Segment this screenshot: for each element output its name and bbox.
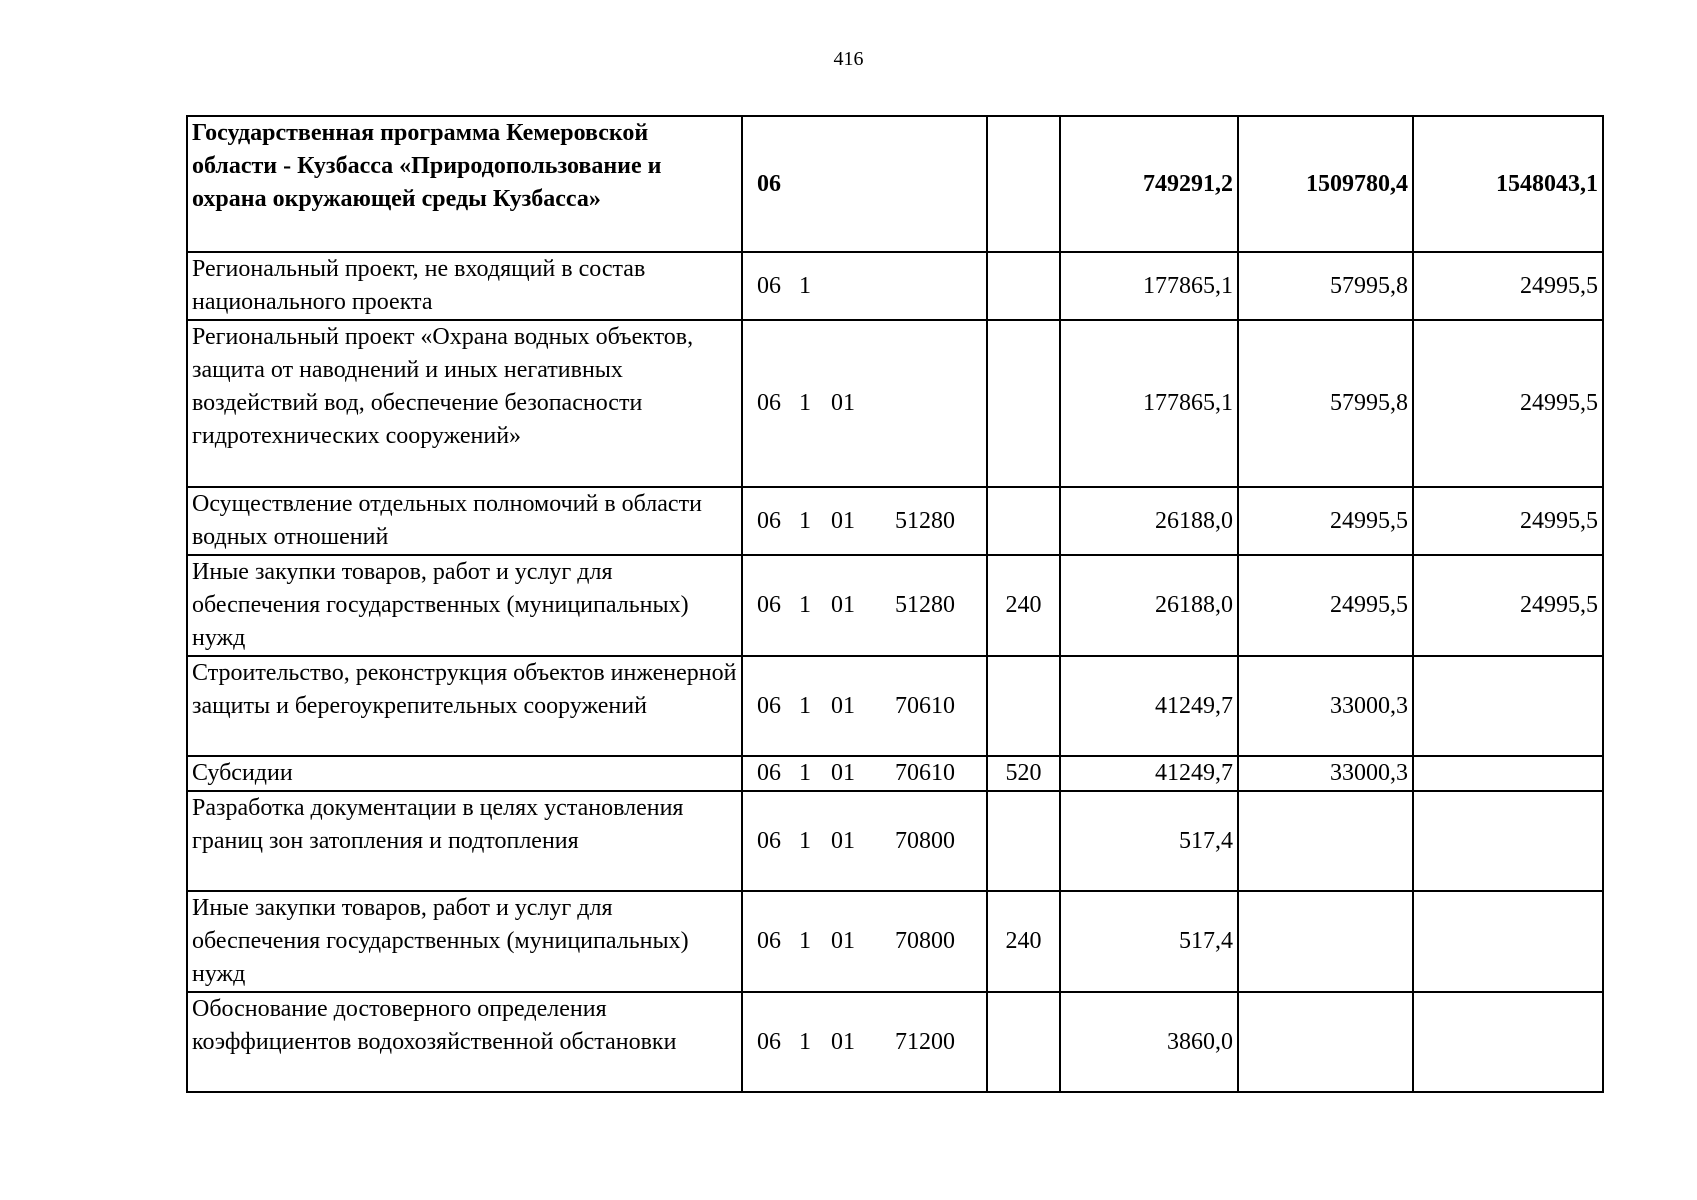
row-code-cell xyxy=(742,756,987,791)
code-part: 01 xyxy=(831,928,855,954)
row-amount-cell: 177865,1 xyxy=(1060,320,1238,487)
code-part: 06 xyxy=(757,170,781,197)
row-amount-cell: 517,4 xyxy=(1060,891,1238,992)
row-amount-cell: 26188,0 xyxy=(1060,487,1238,555)
row-amount-cell: 33000,3 xyxy=(1238,756,1413,791)
row-amount-cell: 24995,5 xyxy=(1238,487,1413,555)
code-part: 1 xyxy=(799,592,811,618)
row-amount-cell: 57995,8 xyxy=(1238,320,1413,487)
row-name-cell: Разработка документации в целях установления границ зон затопления и подтопления xyxy=(187,791,742,891)
code-part: 01 xyxy=(831,592,855,618)
row-name-cell: Иные закупки товаров, работ и услуг для обеспечения государственных (муниципальных) нужд xyxy=(187,555,742,656)
row-code-cell xyxy=(742,891,987,992)
code-part: 06 xyxy=(757,592,781,618)
table-row xyxy=(187,487,1603,555)
table-row xyxy=(187,992,1603,1092)
row-name-cell: Региональный проект «Охрана водных объектов, защита от наводнений и иных негативных воздействий вод, обеспечение безопасности гидротехнических сооружений» xyxy=(187,320,742,487)
row-amount-cell: 41249,7 xyxy=(1060,756,1238,791)
code-part: 06 xyxy=(757,928,781,954)
code-part: 06 xyxy=(757,760,781,786)
row-name-cell: Строительство, реконструкция объектов инженерной защиты и берегоукрепительных сооружений xyxy=(187,656,742,756)
row-name-cell: Иные закупки товаров, работ и услуг для обеспечения государственных (муниципальных) нужд xyxy=(187,891,742,992)
row-expense-type-cell xyxy=(987,791,1060,891)
row-name-cell: Субсидии xyxy=(187,756,742,791)
row-name-cell: Обоснование достоверного определения коэффициентов водохозяйственной обстановки xyxy=(187,992,742,1092)
code-part: 70610 xyxy=(895,692,955,719)
code-part: 51280 xyxy=(895,507,955,534)
row-amount-cell: 177865,1 xyxy=(1060,252,1238,320)
code-part: 06 xyxy=(757,827,781,854)
code-part: 06 xyxy=(757,507,781,534)
row-amount-cell: 33000,3 xyxy=(1238,656,1413,756)
table-row xyxy=(187,320,1603,487)
page-number: 416 xyxy=(833,48,864,70)
row-code-cell xyxy=(742,992,987,1092)
code-part: 01 xyxy=(831,390,855,416)
row-code-cell xyxy=(742,791,987,891)
code-part: 01 xyxy=(831,692,855,719)
row-expense-type-cell xyxy=(987,992,1060,1092)
row-amount-cell: 3860,0 xyxy=(1060,992,1238,1092)
row-amount-cell: 24995,5 xyxy=(1413,252,1603,320)
row-expense-type-cell xyxy=(987,116,1060,252)
code-part: 06 xyxy=(757,1028,781,1055)
table-row xyxy=(187,555,1603,656)
code-part: 1 xyxy=(799,760,811,786)
code-part: 1 xyxy=(799,1028,811,1055)
row-expense-type-cell xyxy=(987,487,1060,555)
code-part: 70800 xyxy=(895,827,955,854)
row-name-cell: Государственная программа Кемеровской области - Кузбасса «Природопользование и охрана окружающей среды Кузбасса» xyxy=(187,116,742,252)
row-code-cell xyxy=(742,320,987,487)
code-part: 01 xyxy=(831,827,855,854)
code-part: 71200 xyxy=(895,1028,955,1055)
row-code-cell xyxy=(742,487,987,555)
row-amount-cell xyxy=(1238,891,1413,992)
code-part: 1 xyxy=(799,827,811,854)
row-expense-type-cell xyxy=(987,252,1060,320)
code-part: 01 xyxy=(831,507,855,534)
row-code-cell xyxy=(742,116,987,252)
row-amount-cell: 24995,5 xyxy=(1413,555,1603,656)
row-amount-cell xyxy=(1238,791,1413,891)
row-amount-cell: 24995,5 xyxy=(1413,487,1603,555)
row-code-cell xyxy=(742,252,987,320)
row-amount-cell xyxy=(1413,791,1603,891)
row-name-cell: Региональный проект, не входящий в состав национального проекта xyxy=(187,252,742,320)
code-part: 06 xyxy=(757,390,781,416)
row-amount-cell xyxy=(1413,891,1603,992)
code-part: 06 xyxy=(757,692,781,719)
row-amount-cell xyxy=(1413,756,1603,791)
table-row xyxy=(187,756,1603,791)
row-expense-type-cell xyxy=(987,320,1060,487)
row-amount-cell: 24995,5 xyxy=(1413,320,1603,487)
row-amount-cell: 57995,8 xyxy=(1238,252,1413,320)
table-row xyxy=(187,791,1603,891)
row-expense-type-cell xyxy=(987,656,1060,756)
code-part: 1 xyxy=(799,507,811,534)
row-expense-type-cell: 240 xyxy=(987,891,1060,992)
code-part: 01 xyxy=(831,760,855,786)
row-amount-cell: 1509780,4 xyxy=(1238,116,1413,252)
table-row xyxy=(187,116,1603,252)
code-part: 1 xyxy=(799,390,811,416)
row-name-cell: Осуществление отдельных полномочий в области водных отношений xyxy=(187,487,742,555)
row-amount-cell: 517,4 xyxy=(1060,791,1238,891)
table-row xyxy=(187,656,1603,756)
table-row xyxy=(187,891,1603,992)
code-part: 1 xyxy=(799,928,811,954)
code-part: 70610 xyxy=(895,760,955,786)
code-part: 1 xyxy=(799,692,811,719)
row-expense-type-cell: 240 xyxy=(987,555,1060,656)
row-amount-cell xyxy=(1413,992,1603,1092)
row-amount-cell xyxy=(1238,992,1413,1092)
row-code-cell xyxy=(742,656,987,756)
table-row xyxy=(187,252,1603,320)
row-amount-cell: 749291,2 xyxy=(1060,116,1238,252)
row-code-cell xyxy=(742,555,987,656)
row-amount-cell: 24995,5 xyxy=(1238,555,1413,656)
code-part: 01 xyxy=(831,1028,855,1055)
code-part: 1 xyxy=(799,272,811,299)
row-amount-cell xyxy=(1413,656,1603,756)
row-amount-cell: 1548043,1 xyxy=(1413,116,1603,252)
row-expense-type-cell: 520 xyxy=(987,756,1060,791)
code-part: 06 xyxy=(757,272,781,299)
code-part: 51280 xyxy=(895,592,955,618)
code-part: 70800 xyxy=(895,928,955,954)
row-amount-cell: 41249,7 xyxy=(1060,656,1238,756)
budget-table xyxy=(186,115,1604,1093)
row-amount-cell: 26188,0 xyxy=(1060,555,1238,656)
